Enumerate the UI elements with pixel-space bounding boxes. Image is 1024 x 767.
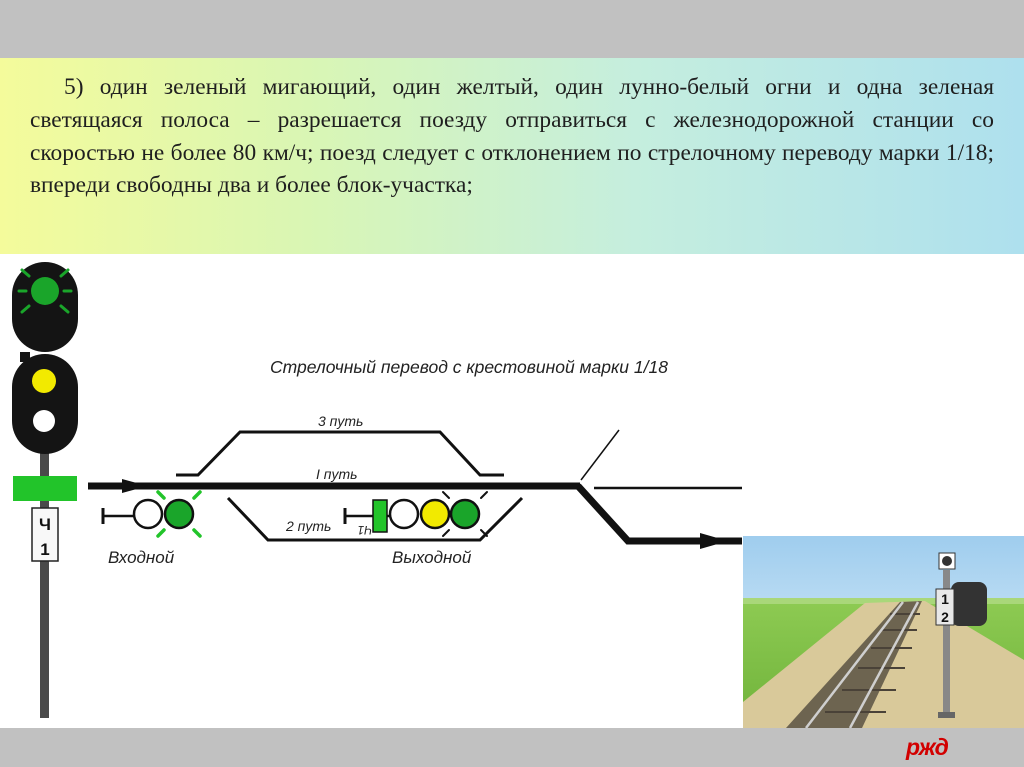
track-1-label: I путь xyxy=(316,466,358,482)
yellow-light xyxy=(32,369,56,393)
entry-green-light xyxy=(165,500,193,528)
exit-green-light xyxy=(451,500,479,528)
exit-white-light xyxy=(390,500,418,528)
landscape-illustration xyxy=(743,536,1024,728)
signal-digit-bottom: 2 xyxy=(941,609,949,625)
bottom-bar xyxy=(0,728,1024,767)
entry-signal-symbol xyxy=(103,492,200,536)
signal-head-lower xyxy=(12,354,78,454)
signal-digit-top: 1 xyxy=(941,591,949,607)
exit-signal-label: Выходной xyxy=(392,548,472,567)
track-2-label: 2 путь xyxy=(286,518,332,534)
entry-arrow xyxy=(122,479,148,493)
exit-signal-plate: Ч1 xyxy=(357,523,373,537)
rzd-logo: ржд xyxy=(906,734,948,760)
diverging-route xyxy=(578,486,742,541)
main-signal xyxy=(12,262,78,718)
entry-signal-label: Входной xyxy=(108,548,175,567)
track-scheme xyxy=(88,430,742,549)
signal-head-upper xyxy=(12,262,78,352)
entry-white-light xyxy=(134,500,162,528)
exit-arrow xyxy=(700,533,728,549)
exit-yellow-light xyxy=(421,500,449,528)
plate-number: 1 xyxy=(40,540,50,559)
plate-letter: Ч xyxy=(39,515,51,534)
switch-label: Стрелочный перевод с крестовиной марки 1/18 xyxy=(270,357,668,377)
green-stripe xyxy=(13,476,77,501)
exit-green-stripe xyxy=(373,500,387,532)
switch-leader xyxy=(581,430,619,480)
signal-head xyxy=(951,582,987,626)
lunar-white-light xyxy=(33,410,55,432)
track-3-label: 3 путь xyxy=(318,413,364,429)
slide-caption: 5) один зеленый мигающий, один желтый, один лунно-белый огни и одна зеленая светящаяся полоса – разрешается поезду отправиться с железнодорожной станции со скоростью не более 80 км/ч; поезд следует с отклонением по стрелочному переводу марки 1/18; впереди свободны два и более блок-участка; xyxy=(30,74,994,199)
